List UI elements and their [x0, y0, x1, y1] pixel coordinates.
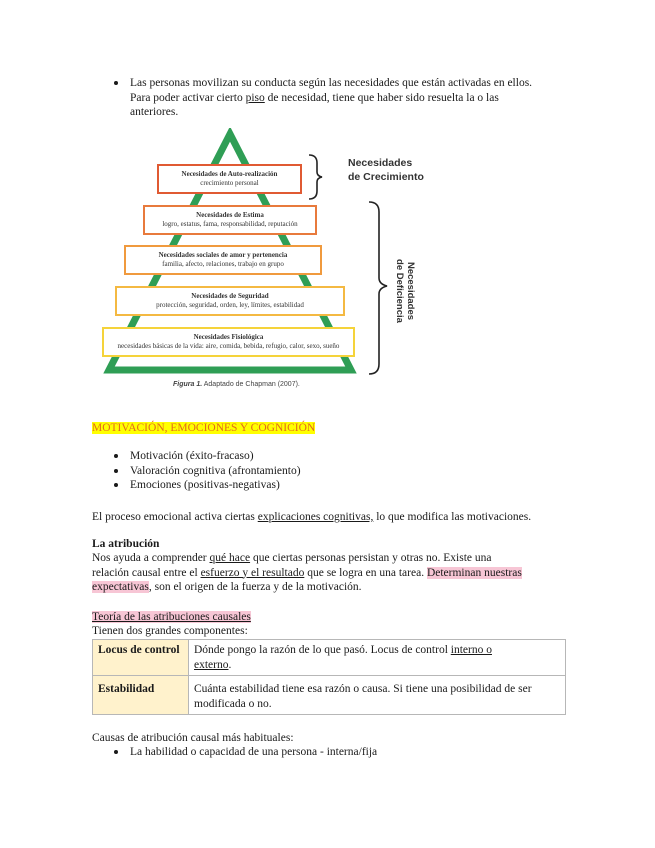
piso-underlined: piso	[245, 91, 265, 104]
list-item: La habilidad o capacidad de una persona - interna/fija	[92, 745, 572, 760]
causes-intro: Causas de atribución causal más habituales:	[92, 732, 294, 744]
maslow-pyramid-figure	[95, 128, 455, 393]
intro-bullet: Las personas movilizan su conducta según las necesidades que están activadas en ellos. Para poder activar cierto piso de necesidad, tiene que haber sido resuelta la o las anteriores.	[92, 76, 572, 120]
tier-social-belonging: Necesidades sociales de amor y pertenencia familia, afecto, relaciones, trabajo en grupo	[124, 245, 322, 275]
list-item: Motivación (éxito-fracaso)	[92, 449, 572, 464]
causes-bullet-list	[92, 745, 572, 760]
locus-value-cell: Dónde pongo la razón de lo que pasó. Locus de control interno o externo.	[189, 640, 566, 676]
tier-safety: Necesidades de Seguridad protección, seguridad, orden, ley, límites, estabilidad	[115, 286, 345, 316]
list-item: Valoración cognitiva (afrontamiento)	[92, 464, 572, 479]
emotional-process-paragraph: El proceso emocional activa ciertas explicaciones cognitivas, lo que modifica las motivaciones.	[92, 511, 532, 523]
intro-line-1: Las personas movilizan su conducta según las necesidades que están activadas en ellos.	[130, 77, 533, 89]
section-heading: MOTIVACIÓN, EMOCIONES Y COGNICIÓN	[92, 422, 316, 434]
growth-needs-label: Necesidades de Crecimiento	[348, 157, 424, 183]
table-row	[93, 676, 566, 715]
theory-title: Teoría de las atribuciones causales	[92, 611, 251, 623]
list-item: Emociones (positivas-negativas)	[92, 478, 572, 493]
table-row	[93, 640, 566, 676]
attribution-title: La atribución	[92, 538, 160, 550]
tier-physiological: Necesidades Fisiológica necesidades básicas de la vida: aire, comida, bebida, refugio, calor, sexo, sueño	[102, 327, 355, 357]
tier-self-actualization: Necesidades de Auto-realización crecimiento personal	[157, 164, 302, 194]
intro-bullet-list	[92, 76, 572, 120]
attribution-components-table	[92, 639, 566, 715]
deficiency-needs-label: Necesidades de Deficiencia	[394, 259, 416, 323]
locus-key-cell: Locus de control	[93, 640, 189, 676]
theory-subtitle: Tienen dos grandes componentes:	[92, 625, 248, 637]
figure-caption: Figura 1. Adaptado de Chapman (2007).	[173, 381, 300, 388]
attribution-paragraph: Nos ayuda a comprender qué hace que ciertas personas persistan y otras no. Existe una relación causal entre el esfuerzo y el resultado que se logra en una tarea. Determinan nuestras expectativas, son el origen de la fuerza y de la motivación.	[92, 552, 522, 593]
tier-esteem: Necesidades de Estima logro, estatus, fama, responsabilidad, reputación	[143, 205, 317, 235]
stability-key-cell: Estabilidad	[93, 676, 189, 715]
stability-value-cell: Cuánta estabilidad tiene esa razón o causa. Si tiene una posibilidad de ser modificada o no.	[189, 676, 566, 715]
section-bullet-list	[92, 449, 572, 493]
